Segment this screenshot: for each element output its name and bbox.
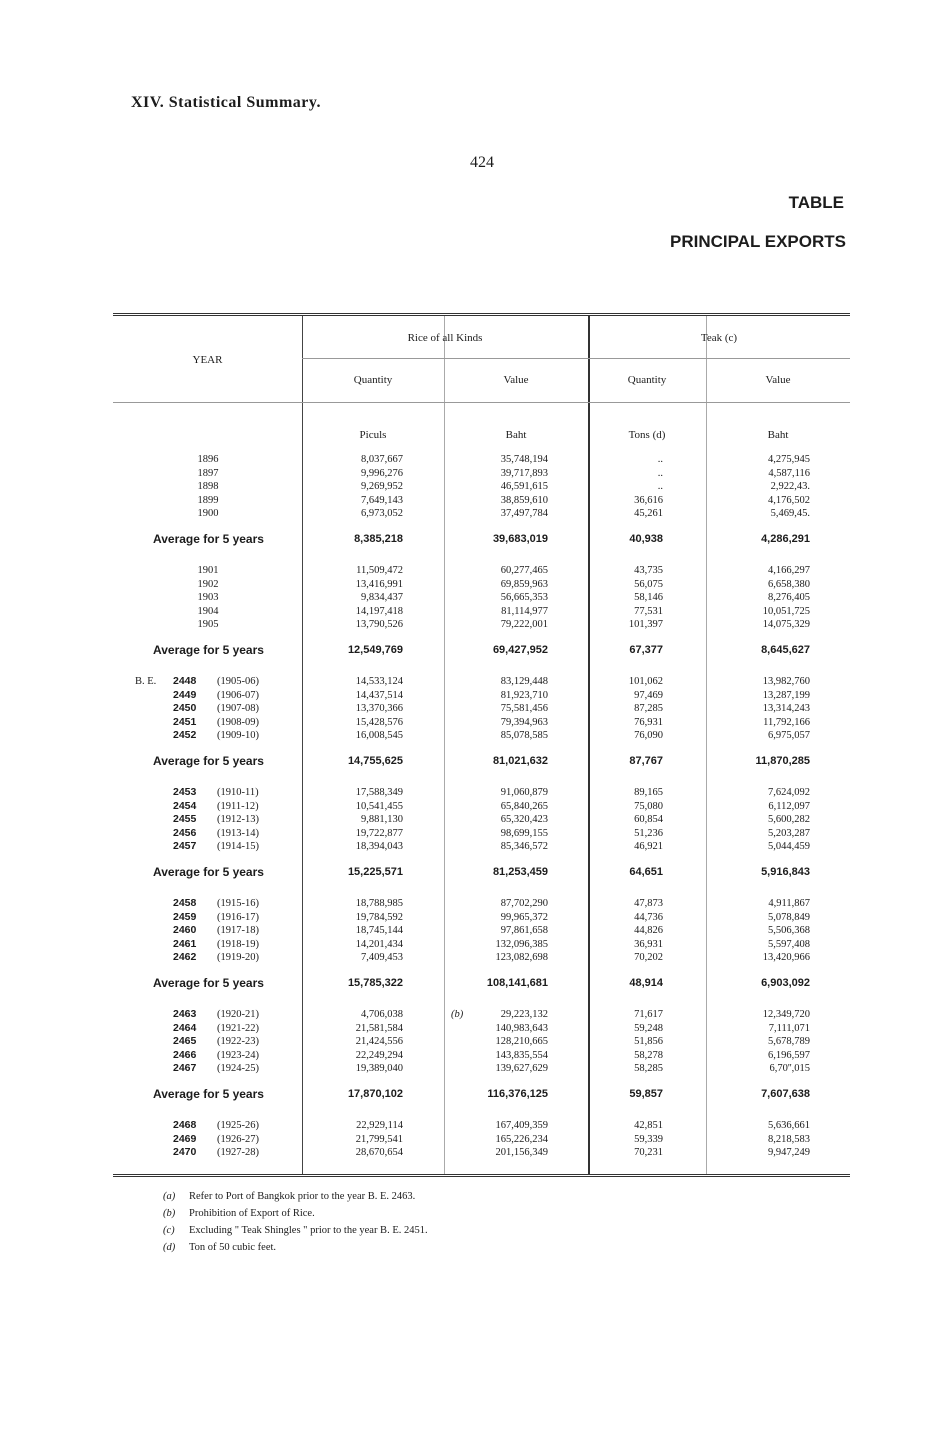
footnote-mark: (a)	[163, 1191, 176, 1202]
footnote-text: Prohibition of Export of Rice.	[189, 1208, 315, 1219]
be-year-cell: 2448 2449 2450 2451 2452	[173, 675, 197, 741]
teak-value-cell: 5,636,661 8,218,583 9,947,249	[768, 1120, 810, 1158]
teak-header: Teak (c)	[700, 332, 738, 344]
footnote-mark: (b)	[163, 1208, 176, 1219]
rice-value-header: Value	[503, 374, 529, 386]
teak-quantity-cell: 89,165 75,080 60,854 51,236 46,921	[634, 787, 663, 852]
teak-value-cell: 4,166,297 6,658,380 8,276,405 10,051,725 14,075,329	[762, 565, 810, 630]
be-year-cell: 2458 2459 2460 2461 2462	[173, 897, 197, 963]
average-teak-value: 6,903,092	[761, 977, 810, 989]
average-rice-quantity: 14,755,625	[347, 755, 403, 767]
rice-header: Rice of all Kinds	[407, 332, 483, 344]
footnote-text: Refer to Port of Bangkok prior to the year B. E. 2463.	[189, 1191, 416, 1202]
teak-quantity-cell: 42,851 59,339 70,231	[634, 1120, 663, 1158]
average-teak-quantity: 87,767	[629, 755, 663, 767]
rice-quantity-header: Quantity	[353, 374, 393, 386]
year-cell: (1925-26) (1926-27) (1927-28)	[217, 1120, 259, 1158]
rice-value-cell: 83,129,448 81,923,710 75,581,456 79,394,963 85,078,585	[500, 676, 548, 741]
rice-quantity-cell: 22,929,114 21,799,541 28,670,654	[355, 1120, 403, 1158]
average-rice-value: 39,683,019	[492, 533, 548, 545]
page-number: 424	[470, 154, 494, 171]
table-subtitle: PRINCIPAL EXPORTS	[669, 232, 846, 251]
year-cell: 1896 1897 1898 1899 1900	[197, 454, 219, 519]
average-label: Average for 5 years	[153, 754, 264, 768]
teak-value-cell: 7,624,092 6,112,097 5,600,282 5,203,287 5,044,459	[768, 787, 810, 852]
footnote	[163, 1239, 428, 1256]
average-rice-value: 116,376,125	[487, 1088, 548, 1100]
footnote	[163, 1188, 428, 1205]
teak-value-cell: 4,275,945 4,587,116 2,922,43. 4,176,502 5,469,45.	[768, 454, 810, 519]
rice-quantity-unit: Piculs	[359, 429, 387, 441]
table-label: TABLE	[788, 193, 844, 212]
average-rice-value: 81,253,459	[492, 866, 548, 878]
rice-quantity-cell: 17,588,349 10,541,455 9,881,130 19,722,877 18,394,043	[355, 787, 403, 852]
teak-value-header: Value	[765, 374, 791, 386]
be-year-cell: 2463 2464 2465 2466 2467	[173, 1008, 197, 1074]
teak-quantity-cell: 101,062 97,469 87,285 76,931 76,090	[628, 676, 663, 741]
column-divider	[444, 316, 445, 1174]
footnotes	[163, 1188, 428, 1256]
average-rice-quantity: 8,385,218	[354, 533, 403, 545]
be-year-cell: 2453 2454 2455 2456 2457	[173, 786, 197, 852]
teak-quantity-cell: 71,617 59,248 51,856 58,278 58,285	[634, 1009, 663, 1074]
year-cell: (1915-16) (1916-17) (1917-18) (1918-19) (1919-20)	[217, 898, 259, 963]
be-year-cell: 2468 2469 2470	[173, 1119, 197, 1158]
rice-quantity-cell: 11,509,472 13,416,991 9,834,437 14,197,418 13,790,526	[355, 565, 403, 630]
header-divider	[113, 402, 850, 403]
average-label: Average for 5 years	[153, 643, 264, 657]
teak-quantity-unit: Tons (d)	[628, 429, 666, 441]
average-teak-value: 5,916,843	[761, 866, 810, 878]
footnote-text: Excluding " Teak Shingles " prior to the year B. E. 2451.	[189, 1225, 428, 1236]
average-teak-value: 11,870,285	[755, 755, 810, 767]
teak-quantity-cell: 47,873 44,736 44,826 36,931 70,202	[634, 898, 663, 963]
rice-value-cell: 87,702,290 99,965,372 97,861,658 132,096,385 123,082,698	[495, 898, 548, 963]
average-label: Average for 5 years	[153, 1087, 264, 1101]
year-cell: (1910-11) (1911-12) (1912-13) (1913-14) (1914-15)	[217, 787, 259, 852]
be-prefix: B. E.	[135, 676, 157, 687]
year-cell: 1901 1902 1903 1904 1905	[197, 565, 219, 630]
teak-value-cell: 4,911,867 5,078,849 5,506,368 5,597,408 13,420,966	[762, 898, 810, 963]
teak-value-cell: 13,982,760 13,287,199 13,314,243 11,792,166 6,975,057	[762, 676, 810, 741]
rice-quantity-cell: 14,533,124 14,437,514 13,370,366 15,428,576 16,008,545	[355, 676, 403, 741]
footnote-mark: (d)	[163, 1242, 176, 1253]
average-teak-value: 7,607,638	[761, 1088, 810, 1100]
section-title: XIV. Statistical Summary.	[131, 94, 321, 111]
footnote-mark: (c)	[163, 1225, 175, 1236]
teak-quantity-header: Quantity	[627, 374, 667, 386]
header-divider	[302, 358, 850, 359]
year-cell: (1905-06) (1906-07) (1907-08) (1908-09) (1909-10)	[217, 676, 259, 741]
average-teak-quantity: 64,651	[629, 866, 663, 878]
rice-value-cell: 167,409,359 165,226,234 201,156,349	[495, 1120, 548, 1158]
teak-value-cell: 12,349,720 7,111,071 5,678,789 6,196,597 6,70'',015	[762, 1009, 810, 1074]
teak-value-unit: Baht	[767, 429, 789, 441]
average-teak-value: 4,286,291	[761, 533, 810, 545]
average-rice-quantity: 17,870,102	[347, 1088, 403, 1100]
rice-value-cell: 60,277,465 69,859,963 56,665,353 81,114,977 79,222,001	[500, 565, 548, 630]
rice-value-unit: Baht	[505, 429, 527, 441]
rice-value-note: (b)	[451, 1009, 464, 1020]
rice-quantity-cell: 8,037,667 9,996,276 9,269,952 7,649,143 6,973,052	[361, 454, 403, 519]
average-rice-value: 108,141,681	[486, 977, 548, 989]
average-teak-value: 8,645,627	[761, 644, 810, 656]
year-cell: (1920-21) (1921-22) (1922-23) (1923-24) (1924-25)	[217, 1009, 259, 1074]
average-teak-quantity: 48,914	[629, 977, 663, 989]
average-rice-quantity: 15,785,322	[347, 977, 403, 989]
average-label: Average for 5 years	[153, 532, 264, 546]
average-rice-value: 81,021,632	[492, 755, 548, 767]
teak-quantity-cell: 43,735 56,075 58,146 77,531 101,397	[628, 565, 663, 630]
column-divider	[706, 316, 707, 1174]
footnote-text: Ton of 50 cubic feet.	[189, 1242, 277, 1253]
rice-quantity-cell: 18,788,985 19,784,592 18,745,144 14,201,434 7,409,453	[355, 898, 403, 963]
average-label: Average for 5 years	[153, 976, 264, 990]
rice-quantity-cell: 4,706,038 21,581,584 21,424,556 22,249,294 19,389,040	[355, 1009, 403, 1074]
average-rice-quantity: 15,225,571	[347, 866, 403, 878]
column-divider	[302, 316, 303, 1174]
exports-table	[113, 313, 850, 1177]
average-teak-quantity: 59,857	[629, 1088, 663, 1100]
average-rice-value: 69,427,952	[492, 644, 548, 656]
average-rice-quantity: 12,549,769	[347, 644, 403, 656]
average-label: Average for 5 years	[153, 865, 264, 879]
teak-quantity-cell: .. .. .. 36,616 45,261	[634, 454, 663, 519]
average-teak-quantity: 67,377	[629, 644, 663, 656]
column-divider	[588, 316, 590, 1174]
year-header: YEAR	[192, 354, 223, 366]
average-teak-quantity: 40,938	[629, 533, 663, 545]
footnote	[163, 1222, 428, 1239]
rice-value-cell: 35,748,194 39,717,893 46,591,615 38,859,610 37,497,784	[500, 454, 548, 519]
rice-value-cell: 29,223,132 140,983,643 128,210,665 143,835,554 139,627,629	[495, 1009, 548, 1074]
footnote	[163, 1205, 428, 1222]
rice-value-cell: 91,060,879 65,840,265 65,320,423 98,699,155 85,346,572	[500, 787, 548, 852]
